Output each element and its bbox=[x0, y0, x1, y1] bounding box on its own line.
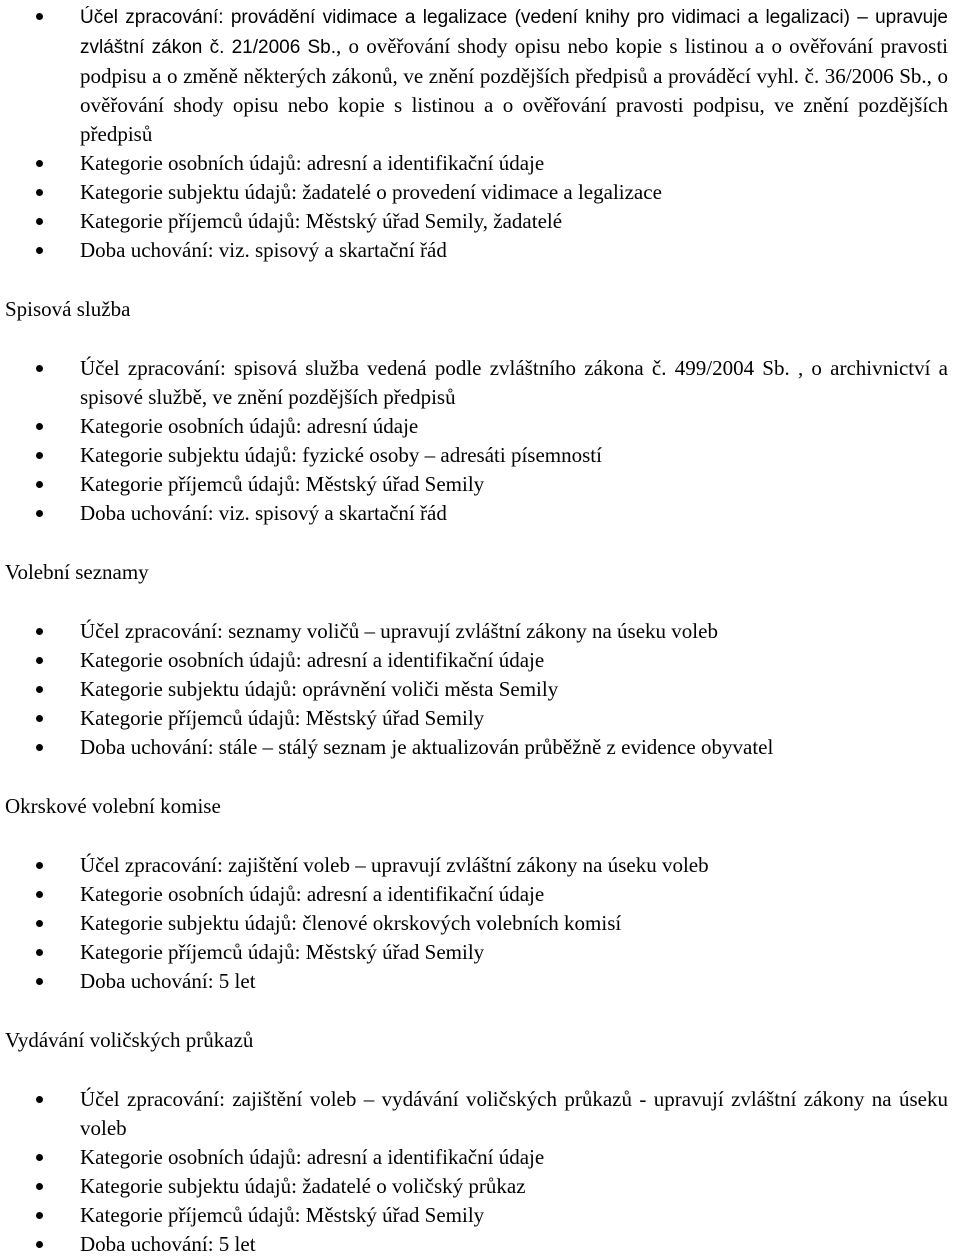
list-item: Doba uchování: 5 let bbox=[0, 1230, 960, 1259]
list-item: Kategorie subjektu údajů: členové okrskových volebních komisí bbox=[0, 909, 960, 938]
list-item: Kategorie osobních údajů: adresní údaje bbox=[0, 412, 960, 441]
intro-bullet-list bbox=[0, 2, 960, 265]
section-bullet-list bbox=[0, 851, 960, 996]
list-item: Kategorie příjemců údajů: Městský úřad Semily, žadatelé bbox=[0, 207, 960, 236]
list-item: Kategorie příjemců údajů: Městský úřad Semily bbox=[0, 470, 960, 499]
list-item: Kategorie příjemců údajů: Městský úřad Semily bbox=[0, 938, 960, 967]
section-bullet-list bbox=[0, 1085, 960, 1259]
list-item-text-part: , o ověřování shody opisu nebo kopie s listinou a o ověřování pravosti podpisu, ve znění pozdějších předpisů bbox=[80, 64, 948, 146]
section-heading: Spisová služba bbox=[5, 297, 131, 321]
section-heading: Okrskové volební komise bbox=[5, 794, 221, 818]
list-item: Kategorie subjektu údajů: oprávnění voliči města Semily bbox=[0, 675, 960, 704]
list-item bbox=[0, 2, 960, 149]
list-item: Doba uchování: stále – stálý seznam je aktualizován průběžně z evidence obyvatel bbox=[0, 733, 960, 762]
section-bullet-list bbox=[0, 617, 960, 762]
list-item-text-part: Účel zpracování: provádění vidimace a legalizace (vedení knihy pro vidimaci a legalizaci) – upravuje zvláštní zákon č. 21/2006 Sb. bbox=[80, 7, 948, 58]
list-item: Kategorie osobních údajů: adresní a identifikační údaje bbox=[0, 149, 960, 178]
section-bullet-list bbox=[0, 354, 960, 528]
section-heading: Vydávání voličských průkazů bbox=[5, 1028, 254, 1052]
list-item: Doba uchování: viz. spisový a skartační řád bbox=[0, 499, 960, 528]
list-item: Doba uchování: 5 let bbox=[0, 967, 960, 996]
list-item-text-part: , o ověřování shody opisu nebo kopie s listinou a o ověřování pravosti podpisu a o změně některých zákonů, ve znění pozdějších předpisů a prováděcí vyhl. č. 36/2006 Sb. bbox=[80, 34, 948, 88]
list-item: Doba uchování: viz. spisový a skartační řád bbox=[0, 236, 960, 265]
list-item: Kategorie příjemců údajů: Městský úřad Semily bbox=[0, 1201, 960, 1230]
list-item: Účel zpracování: zajištění voleb – upravují zvláštní zákony na úseku voleb bbox=[0, 851, 960, 880]
list-item: Kategorie subjektu údajů: žadatelé o voličský průkaz bbox=[0, 1172, 960, 1201]
list-item: Účel zpracování: seznamy voličů – upravují zvláštní zákony na úseku voleb bbox=[0, 617, 960, 646]
list-item: Účel zpracování: spisová služba vedená podle zvláštního zákona č. 499/2004 Sb. , o archivnictví a spisové službě, ve znění pozdějších předpisů bbox=[0, 354, 960, 412]
list-item: Kategorie osobních údajů: adresní a identifikační údaje bbox=[0, 646, 960, 675]
list-item: Kategorie osobních údajů: adresní a identifikační údaje bbox=[0, 880, 960, 909]
list-item: Kategorie příjemců údajů: Městský úřad Semily bbox=[0, 704, 960, 733]
list-item: Kategorie osobních údajů: adresní a identifikační údaje bbox=[0, 1143, 960, 1172]
list-item: Účel zpracování: zajištění voleb – vydávání voličských průkazů - upravují zvláštní zákony na úseku voleb bbox=[0, 1085, 960, 1143]
section-heading: Volební seznamy bbox=[5, 560, 149, 584]
list-item: Kategorie subjektu údajů: žadatelé o provedení vidimace a legalizace bbox=[0, 178, 960, 207]
list-item: Kategorie subjektu údajů: fyzické osoby – adresáti písemností bbox=[0, 441, 960, 470]
